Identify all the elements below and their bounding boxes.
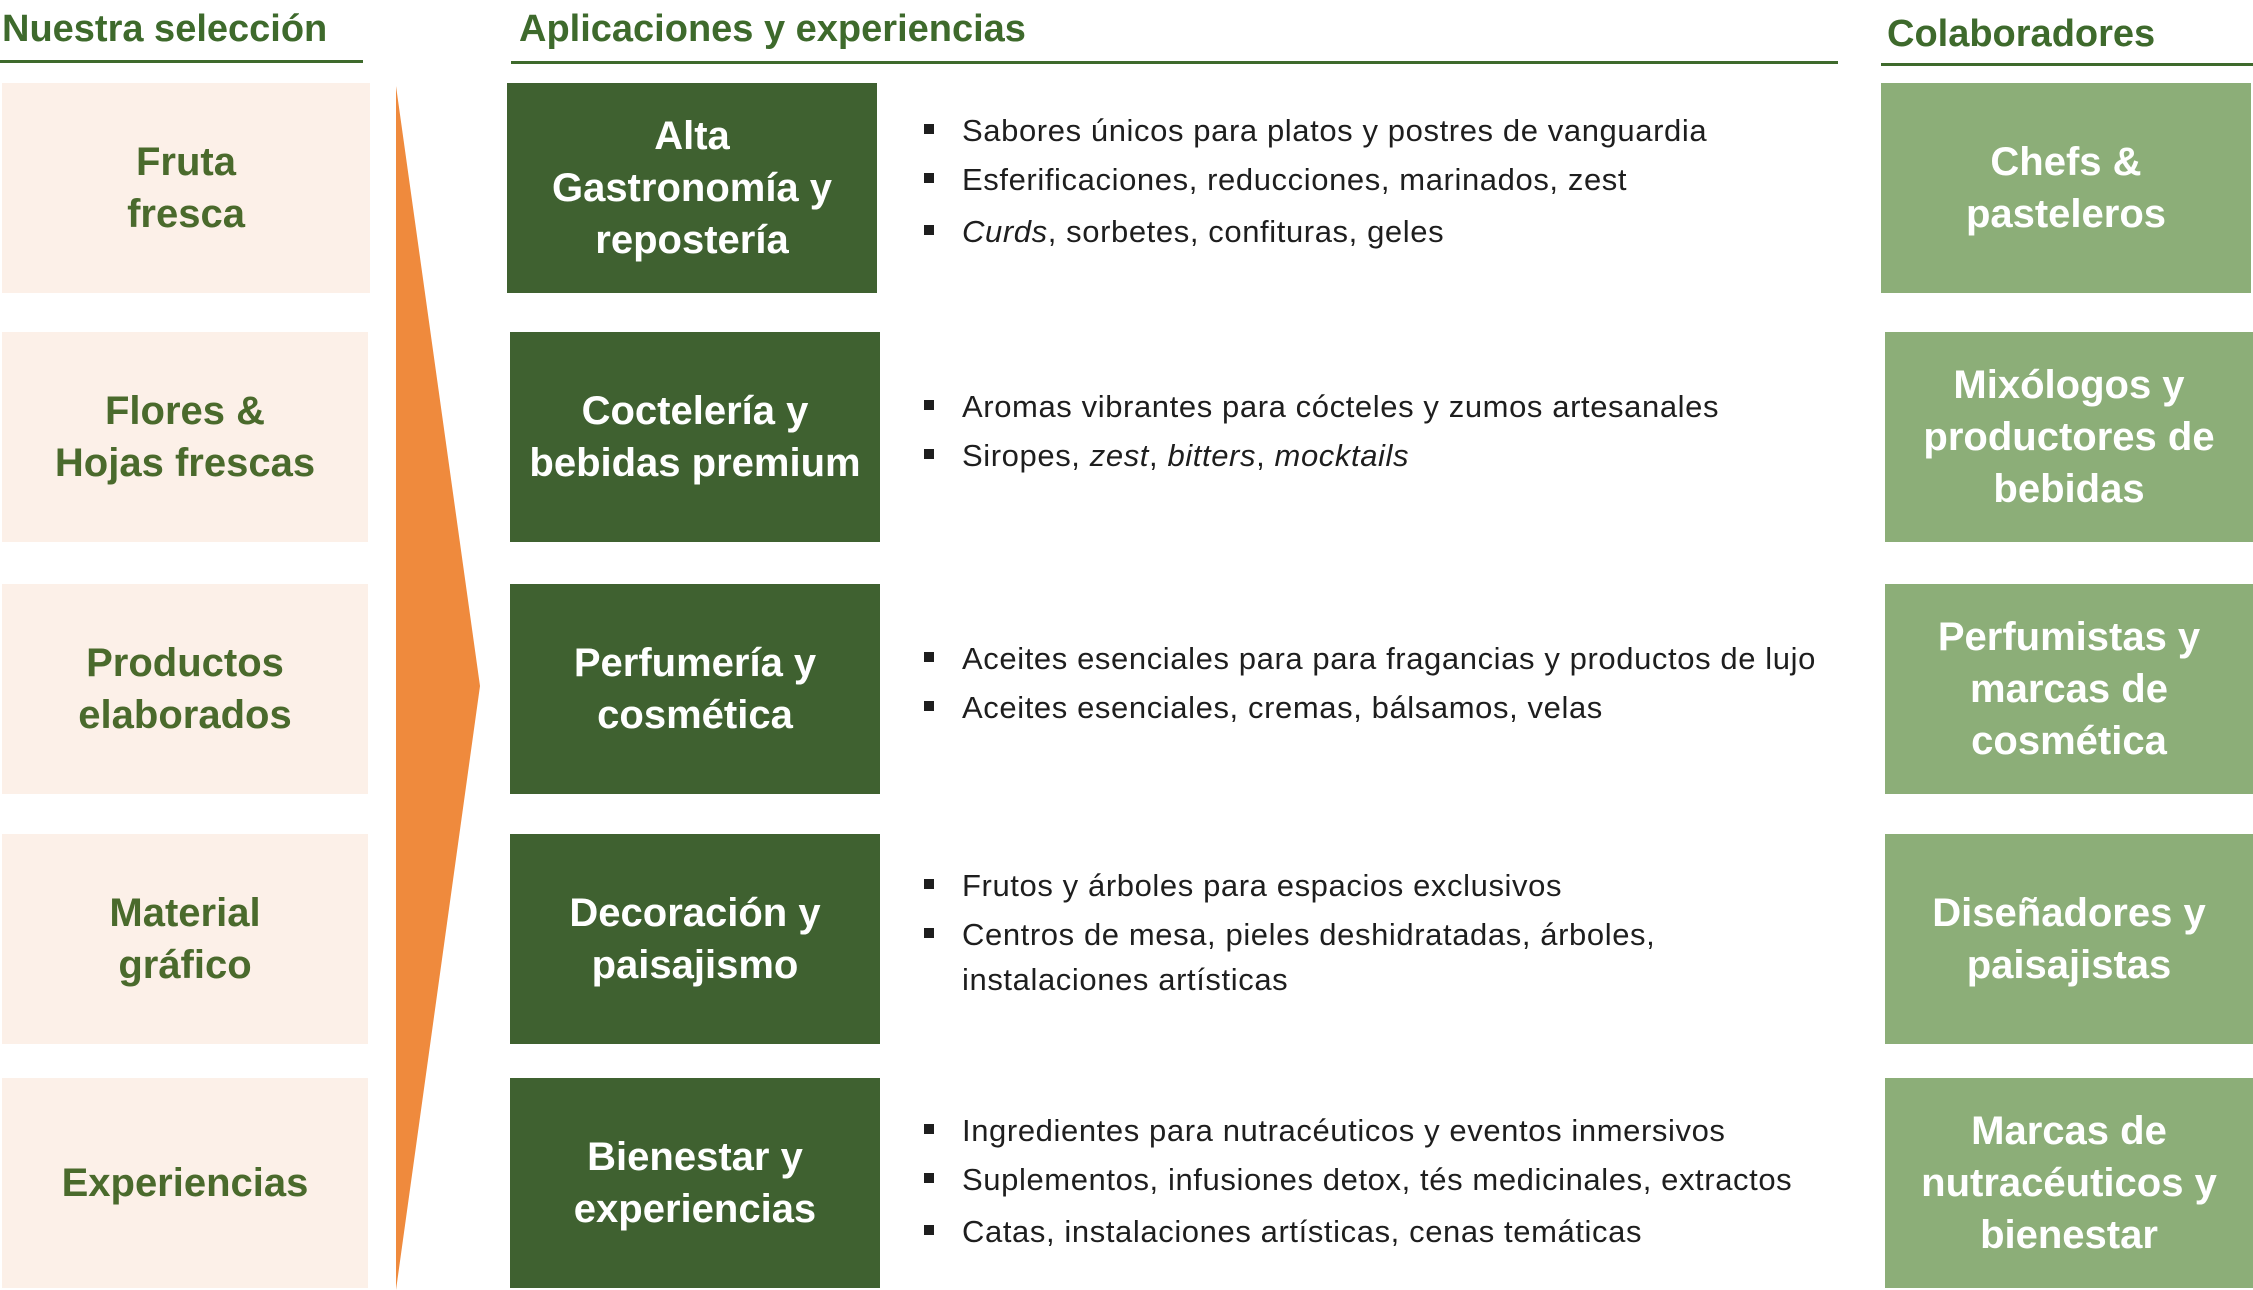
collaborator-box-5: Marcas de nutracéuticos y bienestar bbox=[1885, 1078, 2253, 1288]
collaborator-box-4: Diseñadores y paisajistas bbox=[1885, 834, 2253, 1044]
bullet-item bbox=[924, 912, 1722, 1002]
bullet-list-1 bbox=[924, 108, 1862, 261]
bullet-item bbox=[924, 863, 1862, 908]
bullet-text: Aceites esenciales, cremas, bálsamos, velas bbox=[962, 690, 1603, 725]
bullet-item bbox=[924, 636, 1862, 681]
bullet-text: Centros de mesa, pieles deshidratadas, árboles, instalaciones artísticas bbox=[962, 917, 1656, 997]
bullet-text: Siropes, bbox=[962, 438, 1090, 473]
bullet-text: Aceites esenciales para para fragancias y productos de lujo bbox=[962, 641, 1816, 676]
application-box-2: Coctelería y bebidas premium bbox=[510, 332, 880, 542]
bullet-text: Suplementos, infusiones detox, tés medicinales, extractos bbox=[962, 1162, 1793, 1197]
selection-box-4: Material gráfico bbox=[2, 834, 368, 1044]
bullet-item bbox=[924, 209, 1862, 254]
bullet-text: Frutos y árboles para espacios exclusivos bbox=[962, 868, 1563, 903]
bullet-list-4 bbox=[924, 863, 1862, 1009]
bullet-list-2 bbox=[924, 384, 1862, 485]
header-collaborators: Colaboradores bbox=[1887, 13, 2156, 55]
selection-box-3: Productos elaborados bbox=[2, 584, 368, 794]
italic-term: zest bbox=[1089, 438, 1150, 473]
application-box-5: Bienestar y experiencias bbox=[510, 1078, 880, 1288]
bullet-text: Catas, instalaciones artísticas, cenas temáticas bbox=[962, 1214, 1643, 1249]
flow-arrow bbox=[396, 86, 480, 1290]
application-box-4: Decoración y paisajismo bbox=[510, 834, 880, 1044]
header-applications: Aplicaciones y experiencias bbox=[519, 8, 1026, 50]
bullet-item bbox=[924, 108, 1862, 153]
italic-term: bitters bbox=[1167, 438, 1257, 473]
bullet-text: , bbox=[1149, 438, 1168, 473]
italic-term: mocktails bbox=[1274, 438, 1410, 473]
bullet-list-5 bbox=[924, 1108, 1862, 1261]
bullet-list-3 bbox=[924, 636, 1862, 737]
bullet-text: , bbox=[1256, 438, 1275, 473]
bullet-text: Sabores únicos para platos y postres de vanguardia bbox=[962, 113, 1708, 148]
selection-box-1: Fruta fresca bbox=[2, 83, 370, 293]
header-rule-selection bbox=[0, 60, 363, 63]
bullet-item bbox=[924, 685, 1862, 730]
header-rule-applications bbox=[511, 61, 1838, 64]
collaborator-box-1: Chefs & pasteleros bbox=[1881, 83, 2251, 293]
bullet-item bbox=[924, 1108, 1862, 1153]
bullet-item bbox=[924, 384, 1862, 429]
selection-box-5: Experiencias bbox=[2, 1078, 368, 1288]
header-rule-collaborators bbox=[1881, 63, 2253, 66]
bullet-text: Esferificaciones, reducciones, marinados, zest bbox=[962, 162, 1628, 197]
bullet-item bbox=[924, 1209, 1862, 1254]
bullet-item bbox=[924, 157, 1862, 202]
flow-arrow-shape bbox=[396, 86, 480, 1290]
bullet-text: Aromas vibrantes para cócteles y zumos artesanales bbox=[962, 389, 1720, 424]
bullet-text: , sorbetes, confituras, geles bbox=[1047, 214, 1445, 249]
bullet-item bbox=[924, 433, 1862, 478]
application-box-1: Alta Gastronomía y repostería bbox=[507, 83, 877, 293]
bullet-text: Ingredientes para nutracéuticos y eventos inmersivos bbox=[962, 1113, 1726, 1148]
collaborator-box-2: Mixólogos y productores de bebidas bbox=[1885, 332, 2253, 542]
collaborator-box-3: Perfumistas y marcas de cosmética bbox=[1885, 584, 2253, 794]
selection-box-2: Flores & Hojas frescas bbox=[2, 332, 368, 542]
application-box-3: Perfumería y cosmética bbox=[510, 584, 880, 794]
italic-term: Curds bbox=[962, 214, 1048, 249]
bullet-item bbox=[924, 1157, 1862, 1202]
header-selection: Nuestra selección bbox=[2, 8, 328, 50]
